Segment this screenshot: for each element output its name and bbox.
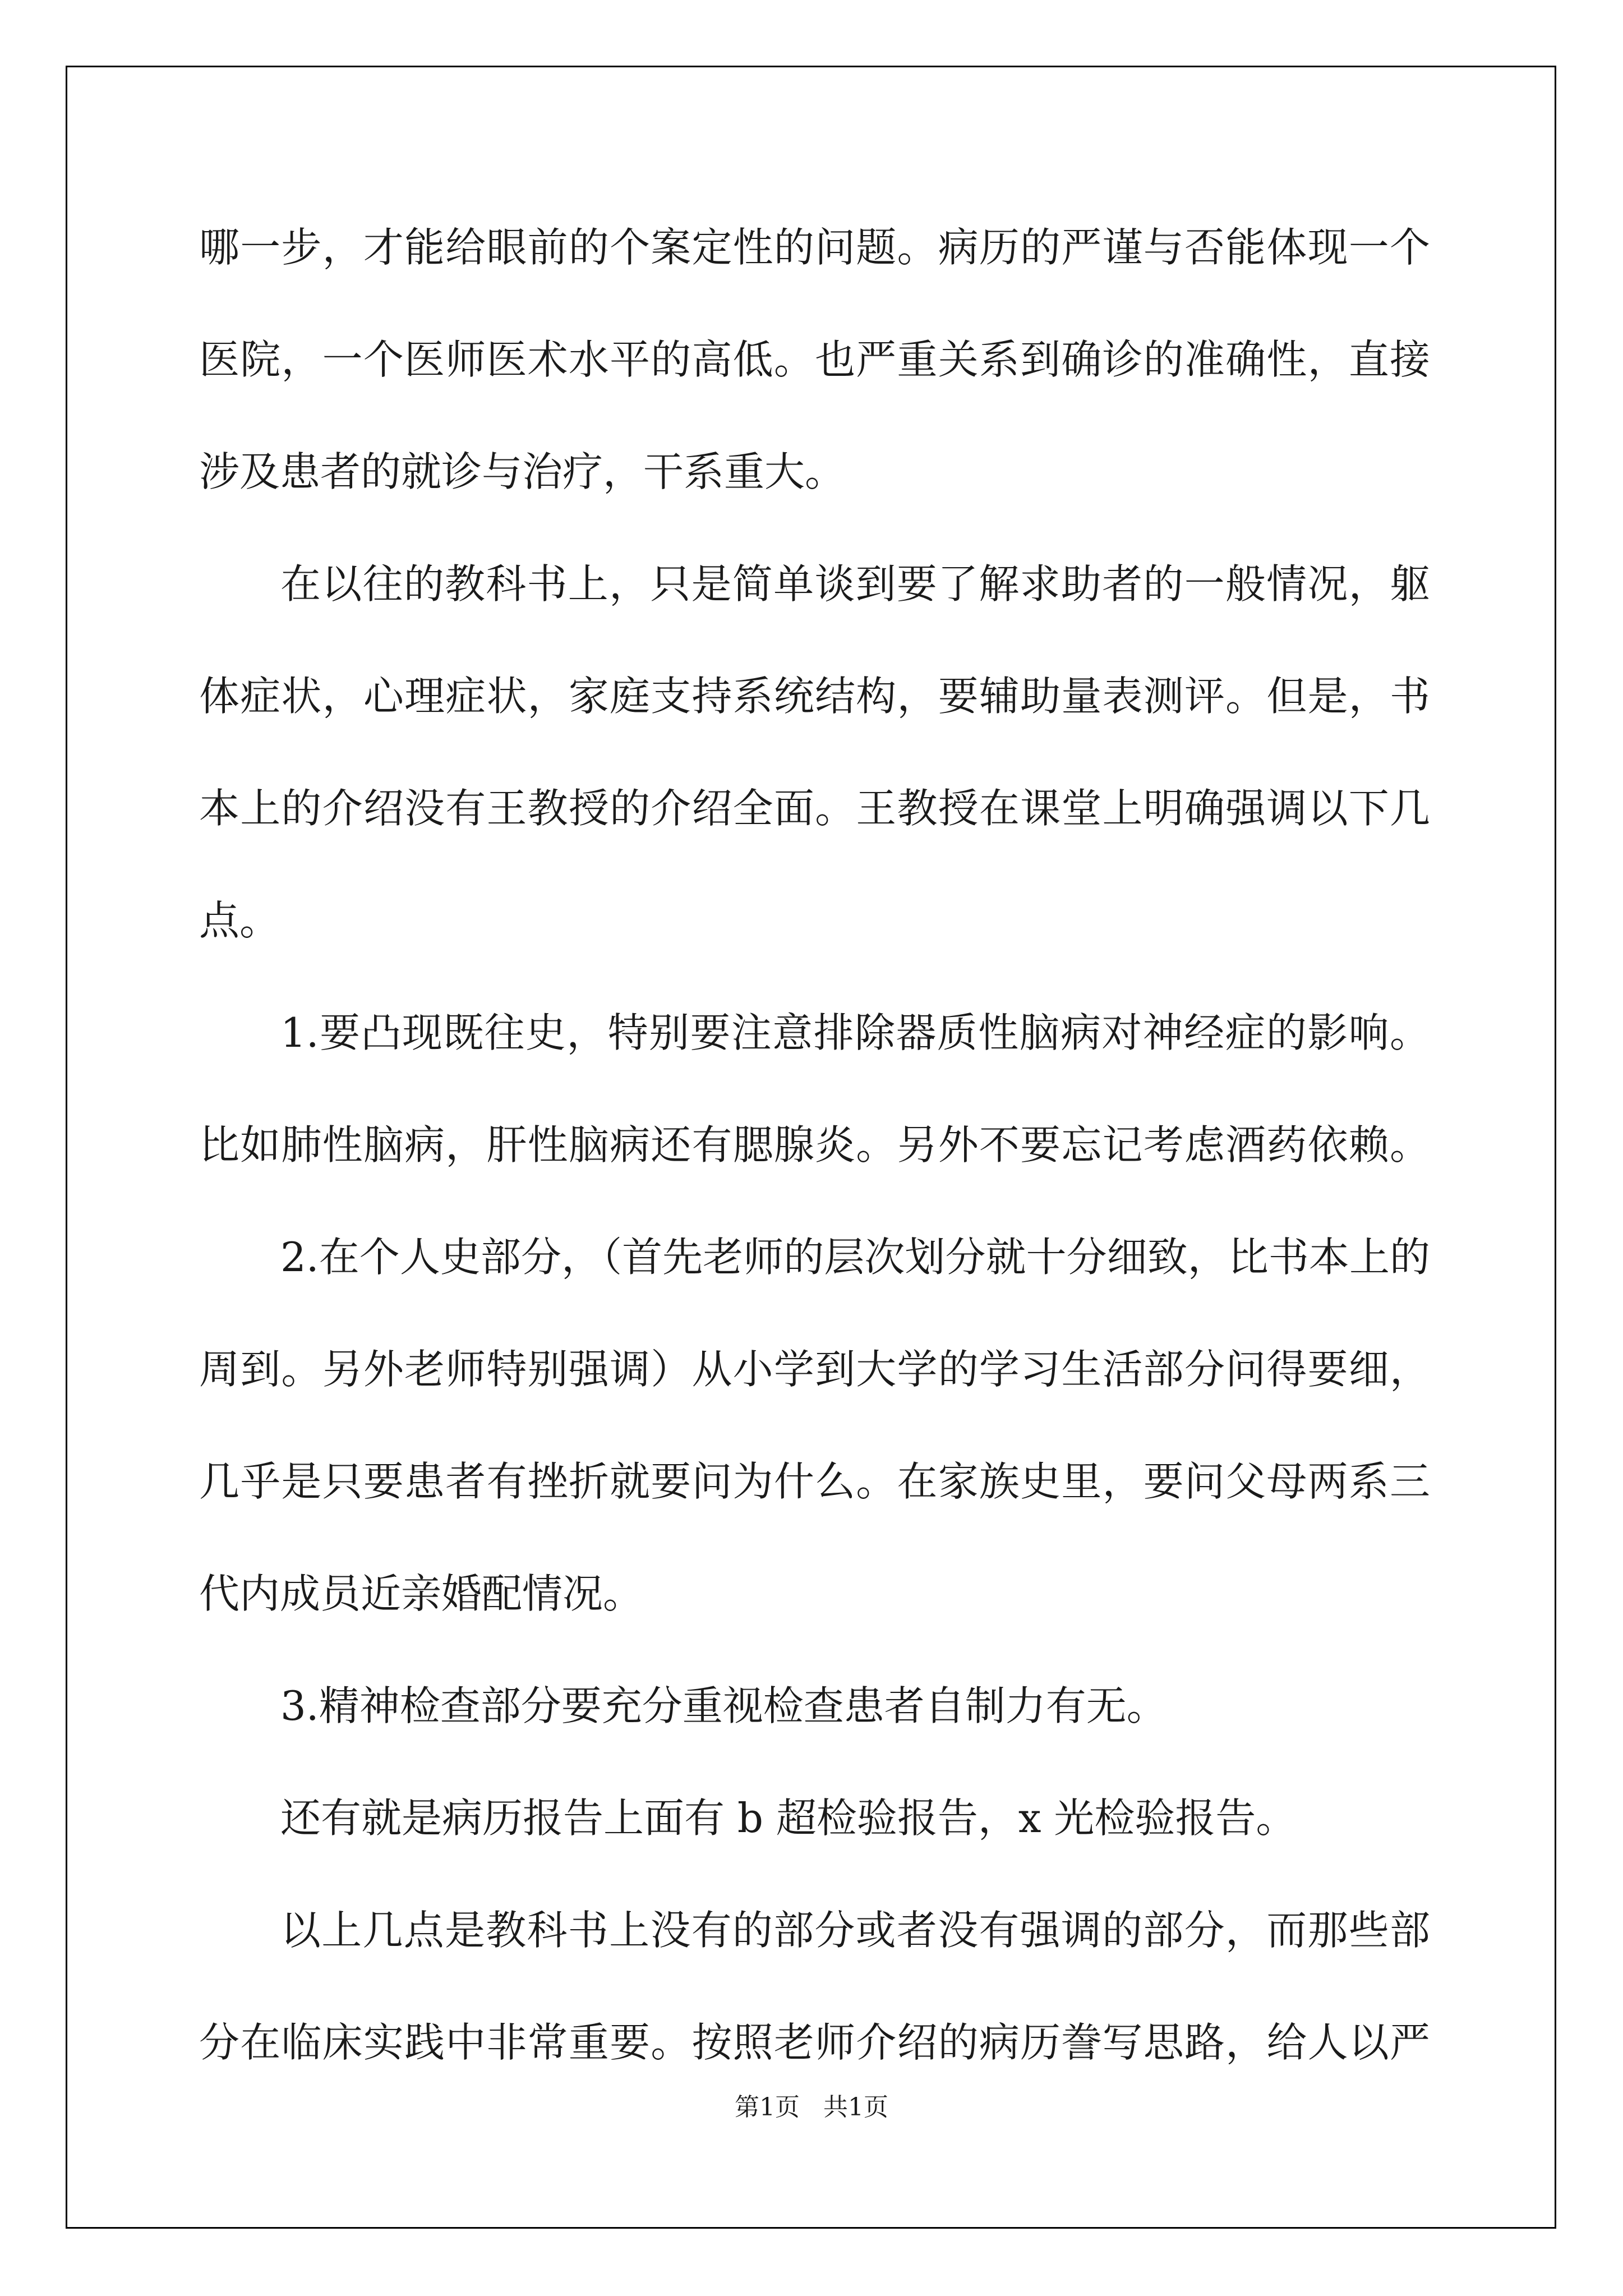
text-line: 1.要凸现既往史，特别要注意排除器质性脑病对神经症的影响。: [280, 1009, 1430, 1056]
text-line: 点。: [199, 897, 280, 944]
text-line: 本上的介绍没有王教授的介绍全面。王教授在课堂上明确强调以下几: [199, 785, 1430, 832]
page-number-footer: 第1页 共1页: [735, 2093, 888, 2122]
text-line: 3.精神检查部分要充分重视检查患者自制力有无。: [280, 1682, 1167, 1729]
text-line: 周到。另外老师特别强调）从小学到大学的学习生活部分问得要细，: [199, 1346, 1430, 1393]
text-line: 分在临床实践中非常重要。按照老师介绍的病历誊写思路，给人以严: [199, 2019, 1430, 2066]
text-line: 还有就是病历报告上面有 b 超检验报告，x 光检验报告。: [280, 1795, 1297, 1842]
text-line: 体症状，心理症状，家庭支持系统结构，要辅助量表测评。但是，书: [199, 673, 1430, 720]
text-line: 在以往的教科书上，只是简单谈到要了解求助者的一般情况，躯: [280, 560, 1430, 608]
text-line: 2.在个人史部分，（首先老师的层次划分就十分细致，比书本上的: [280, 1234, 1430, 1281]
text-line: 医院，一个医师医术水平的高低。也严重关系到确诊的准确性，直接: [199, 336, 1430, 383]
text-line: 涉及患者的就诊与治疗，干系重大。: [199, 448, 846, 495]
text-line: 哪一步，才能给眼前的个案定性的问题。病历的严谨与否能体现一个: [199, 224, 1430, 271]
text-line: 代内成员近亲婚配情况。: [199, 1570, 644, 1617]
text-line: 比如肺性脑病，肝性脑病还有腮腺炎。另外不要忘记考虑酒药依赖。: [199, 1121, 1430, 1168]
text-line: 几乎是只要患者有挫折就要问为什么。在家族史里，要问父母两系三: [199, 1458, 1430, 1505]
text-line: 以上几点是教科书上没有的部分或者没有强调的部分，而那些部: [280, 1907, 1430, 1954]
